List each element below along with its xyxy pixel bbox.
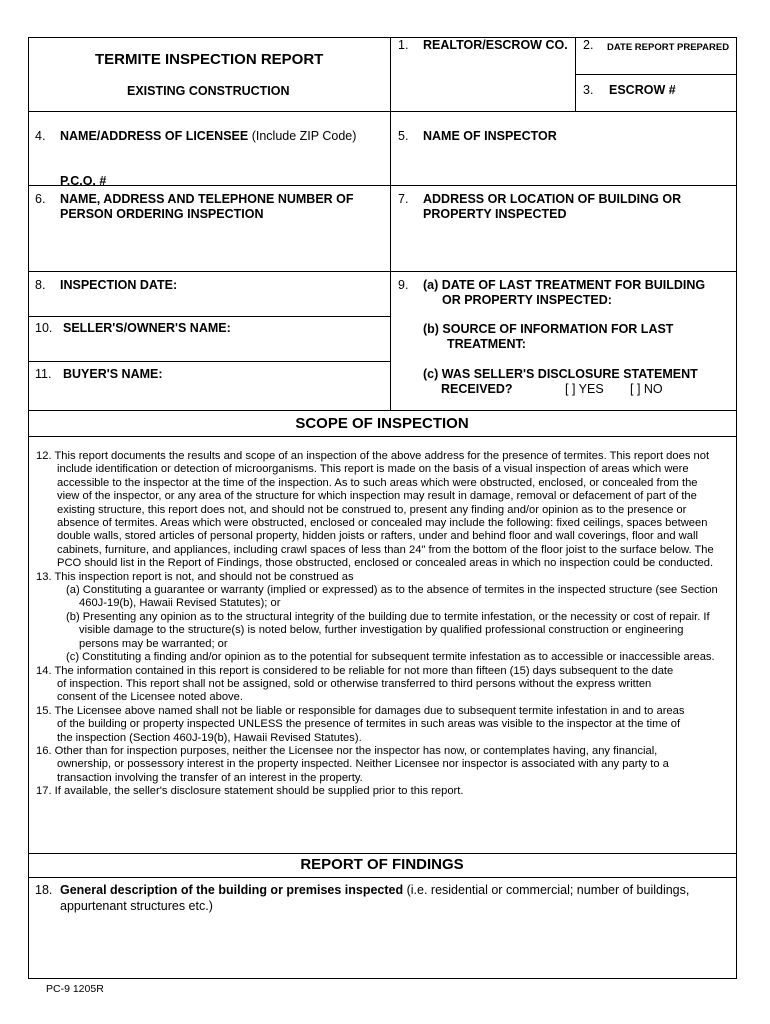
row-line-1 xyxy=(28,111,737,112)
inspector-name-field[interactable] xyxy=(391,146,736,184)
inspection-date-field[interactable] xyxy=(185,276,385,314)
scope-line: 14. The information contained in this report is considered to be reliable for not more than fifteen (15) days subsequent to the date xyxy=(36,664,674,677)
scope-line: of inspection. This report shall not be assigned, sold or otherwise transferred to third persons without the express written xyxy=(57,677,652,690)
row-line-4-left xyxy=(28,316,391,317)
field-4-number: 4. xyxy=(35,129,46,143)
scope-line: 15. The Licensee above named shall not be liable or responsible for damages due to subsequent termite infestation in and to areas xyxy=(36,704,685,717)
treatment-source-label-line2: TREATMENT: xyxy=(447,337,526,351)
scope-line: include identification or detection of microorganisms. This report is made on the basis of a visual inspection of areas which were xyxy=(57,463,689,476)
scope-line: 16. Other than for inspection purposes, neither the Licensee nor the inspector has now, or contemplates having, any financial, xyxy=(36,744,658,757)
row-line-9 xyxy=(28,877,737,878)
row-line-5-left xyxy=(28,361,391,362)
scope-heading: SCOPE OF INSPECTION xyxy=(295,415,469,432)
scope-line: of the building or property inspected UNLESS the presence of termites in such areas was visible to the inspector at the time of xyxy=(57,718,681,731)
form-border-right xyxy=(736,37,737,979)
escrow-number-label: ESCROW # xyxy=(609,83,676,97)
pco-label: P.C.O. # xyxy=(60,174,107,188)
row-line-2 xyxy=(28,185,737,186)
scope-line: consent of the Licensee noted above. xyxy=(57,691,243,704)
date-prepared-label: DATE REPORT PREPARED xyxy=(607,42,730,53)
scope-line: absence of termites. Areas which were obstructed, enclosed or concealed may include the following: fixed ceilings, spaces between xyxy=(57,517,708,530)
treatment-source-label-line1: (b) SOURCE OF INFORMATION FOR LAST xyxy=(423,322,674,336)
disclosure-label-line1: (c) WAS SELLER'S DISCLOSURE STATEMENT xyxy=(423,367,698,381)
row-line-6 xyxy=(28,410,737,411)
field-2-number: 2. xyxy=(583,38,594,52)
field-7-number: 7. xyxy=(398,192,409,206)
field-6-number: 6. xyxy=(35,192,46,206)
building-description-note: (i.e. residential or commercial; number of buildings, xyxy=(403,883,690,897)
form-code: PC-9 1205R xyxy=(46,983,104,995)
scope-text xyxy=(36,450,728,799)
row-line-8 xyxy=(28,853,737,854)
licensee-zip-note: (Include ZIP Code) xyxy=(251,129,357,143)
scope-line: visible damage to the structure(s) is noted below, further investigation by qualified professional construction or engineering xyxy=(79,624,684,637)
form-border-left xyxy=(28,37,29,979)
treatment-source-field[interactable] xyxy=(535,335,732,353)
seller-owner-name-field[interactable] xyxy=(240,319,385,359)
realtor-escrow-field[interactable] xyxy=(391,55,574,110)
scope-line: accessible to the inspector at the time of the inspection. As to such areas which were obstructed, enclosed, or concealed from the xyxy=(57,476,698,489)
person-ordering-label-line1: NAME, ADDRESS AND TELEPHONE NUMBER OF xyxy=(60,192,354,206)
escrow-number-field[interactable] xyxy=(576,98,736,110)
field-10-number: 10. xyxy=(35,321,53,335)
row-line-7 xyxy=(28,436,737,437)
form-border-bottom xyxy=(28,978,737,979)
scope-line: (b) Presenting any opinion as to the structural integrity of the building due to termite infestation, or the necessity or cost of repair. If xyxy=(66,610,710,623)
scope-line: (a) Constituting a guarantee or warranty (implied or expressed) as to the absence of termites in the inspected structure (see Section xyxy=(66,584,718,597)
disclosure-label-line2: RECEIVED? xyxy=(441,382,513,396)
property-address-field[interactable] xyxy=(391,224,736,270)
field-9-number: 9. xyxy=(398,278,409,292)
field-8-number: 8. xyxy=(35,278,46,292)
property-address-label-line1: ADDRESS OR LOCATION OF BUILDING OR xyxy=(423,192,682,206)
buyer-name-field[interactable] xyxy=(170,365,385,408)
form-border-top xyxy=(28,37,737,38)
disclosure-no-checkbox[interactable]: [ ] NO xyxy=(630,382,663,396)
field-1-number: 1. xyxy=(398,38,409,52)
field-11-number: 11. xyxy=(35,367,52,381)
licensee-label-text: NAME/ADDRESS OF LICENSEE xyxy=(60,129,249,143)
scope-line: 17. If available, the seller's disclosure statement should be supplied prior to this report. xyxy=(36,785,464,798)
licensee-field[interactable] xyxy=(29,146,389,172)
scope-line: 460J-19(b), Hawaii Revised Statutes); or xyxy=(79,597,281,610)
building-description-bold: General description of the building or premises inspected xyxy=(60,883,404,897)
building-description-field[interactable] xyxy=(29,916,735,976)
buyer-name-label: BUYER'S NAME: xyxy=(63,367,163,381)
building-description-label-line2: appurtenant structures etc.) xyxy=(60,899,213,913)
row-line-3 xyxy=(28,271,737,272)
licensee-label xyxy=(60,129,356,144)
inspector-name-label: NAME OF INSPECTOR xyxy=(423,129,557,143)
scope-line: double walls, stored articles of personal property, hidden joists or rafters, under and behind floor and wall coverings, floor and wall xyxy=(57,530,698,543)
scope-line: (c) Constituting a finding and/or opinion as to the potential for subsequent termite infestation as to accessible or inaccessible areas. xyxy=(66,651,715,664)
scope-line: 13. This inspection report is not, and should not be construed as xyxy=(36,570,354,583)
inspection-date-label: INSPECTION DATE: xyxy=(60,278,178,292)
escrow-divider-line xyxy=(575,74,737,75)
person-ordering-label-line2: PERSON ORDERING INSPECTION xyxy=(60,207,264,221)
realtor-escrow-label: REALTOR/ESCROW CO. xyxy=(423,38,568,52)
seller-owner-name-label: SELLER'S/OWNER'S NAME: xyxy=(63,321,231,335)
building-description-label xyxy=(60,883,689,898)
scope-line: persons may be warranted; or xyxy=(79,637,228,650)
scope-line: the inspection (Section 460J-19(b), Hawaii Revised Statutes). xyxy=(57,731,362,744)
scope-line: existing structure, this report does not, and should not be construed to, present any finding and/or opinion as to the presence or xyxy=(57,503,687,516)
date-prepared-field[interactable] xyxy=(576,54,736,73)
scope-line: 12. This report documents the results and scope of an inspection of the above address for the presence of termites. This report does not xyxy=(36,450,710,462)
scope-line: ownership, or possessory interest in the property inspected. Neither Licensee nor inspector is associated with any party to a xyxy=(57,758,669,771)
last-treatment-date-label-line2: OR PROPERTY INSPECTED: xyxy=(442,293,612,307)
report-title: TERMITE INSPECTION REPORT xyxy=(95,51,324,68)
report-subtitle: EXISTING CONSTRUCTION xyxy=(127,84,290,98)
person-ordering-field[interactable] xyxy=(29,224,389,270)
scope-line: PCO should list in the Report of Findings, those obstructed, enclosed or concealed areas in which no inspection could be conducted. xyxy=(57,557,714,570)
field-3-number: 3. xyxy=(583,83,594,97)
scope-line: transaction involving the transfer of an interest in the property. xyxy=(57,771,363,784)
disclosure-yes-checkbox[interactable]: [ ] YES xyxy=(565,382,604,396)
last-treatment-date-label-line1: (a) DATE OF LAST TREATMENT FOR BUILDING xyxy=(423,278,706,292)
scope-line: cabinets, furniture, and appliances, including crawl spaces of less than 24" from the bottom of the floor joist to the surface below. The xyxy=(57,543,714,556)
findings-heading: REPORT OF FINDINGS xyxy=(300,856,464,873)
scope-line: view of the inspector, or any area of the structure for which inspection may result in damage, removal or defacement of part of the xyxy=(57,490,697,503)
field-5-number: 5. xyxy=(398,129,409,143)
field-18-number: 18. xyxy=(35,883,53,897)
last-treatment-date-field[interactable] xyxy=(620,291,732,309)
property-address-label-line2: PROPERTY INSPECTED xyxy=(423,207,567,221)
